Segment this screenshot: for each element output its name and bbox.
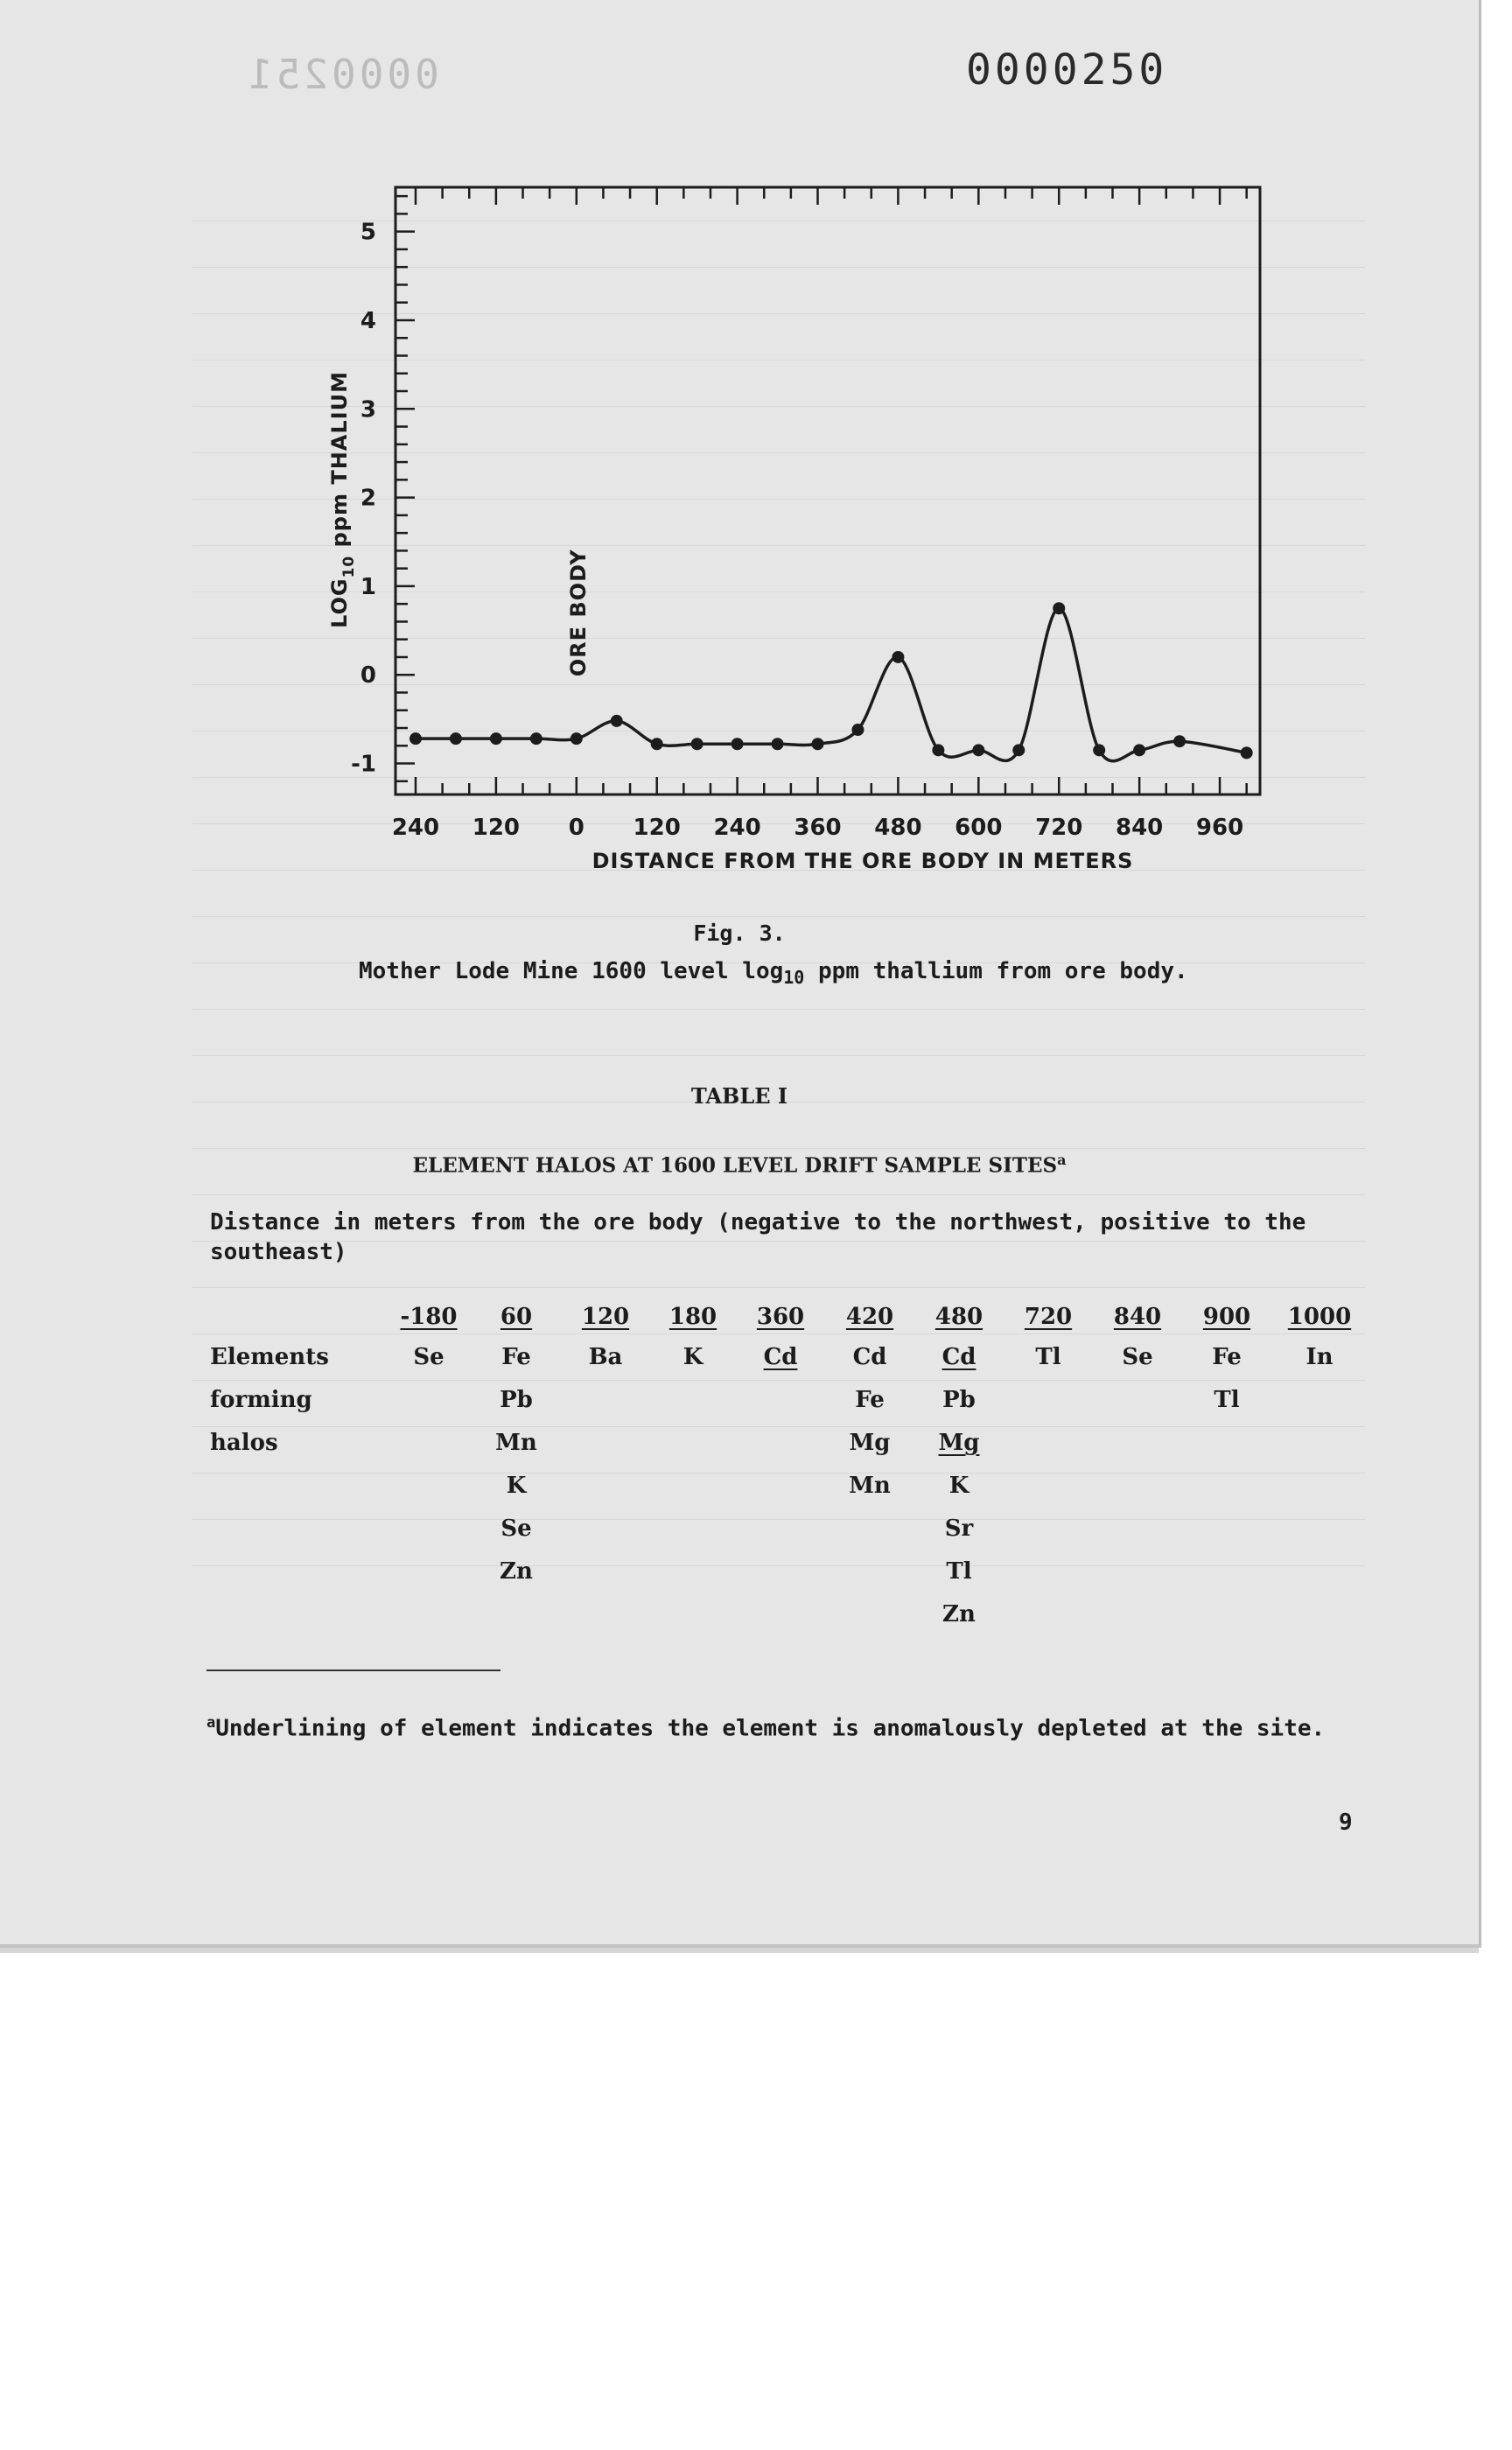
y-axis-label: $LOG_{10}$ ppm THALIUM — [327, 371, 358, 628]
halo-element: Fe — [1212, 1344, 1242, 1370]
x-tick-label: 360 — [794, 815, 842, 841]
figure-description-suffix: ppm thallium from ore body. — [804, 958, 1188, 984]
plot-frame — [396, 187, 1260, 794]
halo-element: Zn — [942, 1601, 976, 1628]
data-point — [892, 651, 904, 663]
halo-element: Se — [1122, 1344, 1153, 1370]
chart-labels — [327, 220, 1243, 873]
column-distance-header: 60 — [500, 1304, 533, 1330]
table-title-footnote-marker: a — [1057, 1152, 1067, 1168]
y-tick-label: 5 — [360, 219, 376, 246]
data-point — [490, 732, 502, 745]
footnote-rule — [206, 1670, 500, 1671]
halo-element: Cd — [852, 1344, 887, 1370]
y-tick-label: 1 — [360, 573, 376, 600]
x-tick-label: 720 — [1035, 815, 1083, 841]
halo-element: Fe — [501, 1344, 531, 1370]
x-tick-label: 240 — [391, 815, 440, 841]
halo-element: Ba — [588, 1344, 623, 1370]
y-tick-label: 0 — [360, 662, 376, 690]
data-point — [530, 732, 542, 745]
data-point — [932, 744, 944, 756]
data-point — [1173, 735, 1186, 747]
data-point — [732, 738, 744, 750]
halo-element: Tl — [946, 1558, 972, 1585]
data-point — [1133, 744, 1145, 756]
footnote — [206, 1708, 1379, 1744]
depleted-element: Cd — [942, 1344, 976, 1370]
data-point — [1053, 602, 1065, 614]
halo-element: Se — [413, 1344, 444, 1370]
data-point — [611, 715, 623, 727]
x-tick-label: 120 — [472, 815, 521, 841]
ore-body-annotation: ORE BODY — [565, 549, 591, 677]
footnote-marker: a — [206, 1714, 216, 1732]
column-distance-header: 120 — [581, 1304, 630, 1330]
x-tick-label: 600 — [955, 815, 1003, 841]
thallium-chart — [0, 0, 1479, 910]
halo-element: Tl — [1035, 1344, 1061, 1370]
document-number: 0000250 — [966, 46, 1168, 94]
data-point — [691, 738, 704, 750]
column-distance-header: 900 — [1202, 1304, 1251, 1330]
table-label: TABLE I — [690, 1083, 788, 1109]
halo-element: Fe — [855, 1387, 885, 1413]
data-point — [1241, 746, 1253, 759]
halo-element: K — [948, 1473, 970, 1499]
data-point — [1012, 744, 1025, 756]
x-tick-label: 0 — [568, 815, 584, 841]
data-point — [651, 738, 663, 750]
depleted-element: Cd — [763, 1344, 798, 1370]
chart-series — [410, 602, 1253, 760]
halo-element: In — [1306, 1344, 1334, 1370]
footnote-text: Underlining of element indicates the element is anomalously depleted at the site. — [215, 1715, 1326, 1742]
chart-ticks — [396, 187, 1247, 794]
data-point — [972, 744, 984, 756]
data-point — [1093, 744, 1105, 756]
column-distance-header: 480 — [934, 1304, 984, 1330]
x-axis-label: DISTANCE FROM THE ORE BODY IN METERS — [592, 849, 1134, 873]
halo-element: Zn — [500, 1558, 533, 1585]
halo-element: Tl — [1214, 1387, 1240, 1413]
halo-element: K — [682, 1344, 704, 1370]
column-distance-header: 1000 — [1287, 1304, 1352, 1330]
page-edge-strip — [0, 1948, 1479, 1953]
halo-element: Pb — [500, 1387, 533, 1413]
halo-element: Mg — [849, 1430, 891, 1456]
x-tick-label: 840 — [1115, 815, 1164, 841]
data-point — [772, 738, 784, 750]
y-tick-label: 3 — [360, 396, 376, 424]
halo-element: K — [506, 1473, 527, 1499]
table-title-text: ELEMENT HALOS AT 1600 LEVEL DRIFT SAMPLE SITES — [412, 1153, 1058, 1178]
table-title — [0, 1152, 1479, 1178]
figure-caption: Fig. 3. — [693, 920, 786, 946]
figure-description-prefix: Mother Lode Mine 1600 level log — [359, 958, 784, 984]
y-tick-label: -1 — [351, 751, 376, 778]
row-label: Elements — [210, 1344, 329, 1370]
figure-description-subscript: 10 — [783, 967, 805, 989]
y-tick-label: 2 — [360, 485, 376, 512]
column-distance-header: 420 — [845, 1304, 894, 1330]
figure-description — [359, 958, 1188, 988]
halo-element: Pb — [942, 1387, 976, 1413]
column-distance-header: 360 — [756, 1304, 805, 1330]
halo-element: Se — [500, 1516, 532, 1542]
x-tick-label: 480 — [874, 815, 922, 841]
data-point — [851, 724, 864, 736]
halo-element: Mn — [849, 1473, 891, 1499]
data-point — [410, 732, 422, 745]
row-label: forming — [210, 1387, 312, 1413]
x-tick-label: 960 — [1195, 815, 1244, 841]
x-tick-label: 120 — [633, 815, 681, 841]
x-tick-label: 240 — [713, 815, 761, 841]
distance-note: Distance in meters from the ore body (negative to the northwest, positive to the southeast) — [210, 1209, 1306, 1265]
halo-element: Sr — [944, 1516, 974, 1542]
column-distance-header: -180 — [400, 1304, 458, 1330]
y-tick-label: 4 — [360, 307, 376, 334]
column-distance-header: 720 — [1024, 1304, 1073, 1330]
chart-axes — [396, 187, 1260, 794]
data-point — [450, 732, 462, 745]
depleted-element: Mg — [938, 1430, 980, 1456]
bleed-through-number: 0000251 — [245, 51, 439, 98]
row-label: halos — [210, 1430, 278, 1456]
data-point — [570, 732, 583, 745]
column-distance-header: 840 — [1113, 1304, 1162, 1330]
column-distance-header: 180 — [668, 1304, 718, 1330]
data-point — [812, 738, 824, 750]
halo-element: Mn — [495, 1430, 537, 1456]
page-number: 9 — [1339, 1810, 1353, 1836]
